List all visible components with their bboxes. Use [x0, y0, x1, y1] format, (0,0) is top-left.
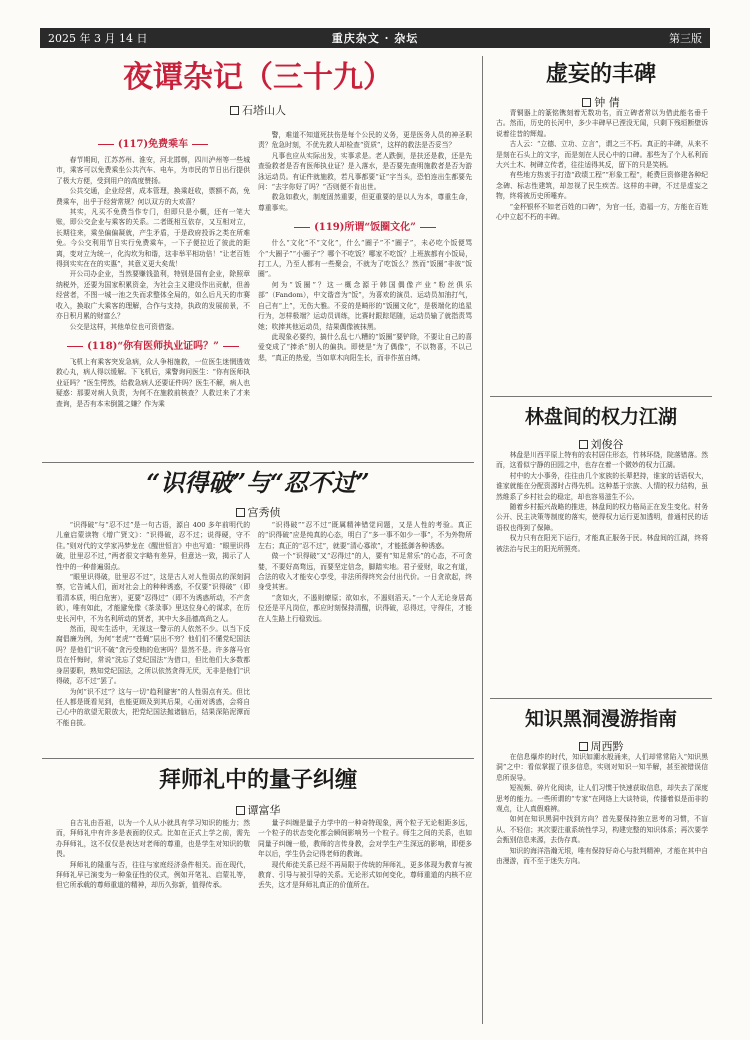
- byline: [42, 102, 474, 118]
- article-linpan: [490, 402, 712, 452]
- author: 钟 倩: [594, 96, 620, 109]
- paragraph: 随着乡村振兴战略的推进，林盘间的权力格局正在发生变化。村务公开、民主决策等制度的落实，使得权力运行更加透明，普通村民的话语权也得到了保障。: [496, 503, 708, 532]
- author: 谭富华: [247, 804, 281, 817]
- paragraph: 自古礼由吾祖，以为一个人从小就具有学习知识的能力；然而，拜师礼中有许多是表面的仪式。比如在正式上学之前，需先办拜师礼，这不仅仅是表达对老师的尊重，也是学生对知识的敬畏。: [56, 819, 250, 859]
- article-title: 虚妄的丰碑: [545, 61, 656, 87]
- article-title: 林盘间的权力江湖: [524, 406, 677, 428]
- author: 周西黔: [590, 740, 624, 753]
- article-yetan: [42, 58, 474, 118]
- divider: [490, 698, 712, 699]
- paragraph: 如何在知识黑洞中找到方向？首先要保持独立思考的习惯，不盲从、不轻信；其次要注重系统性学习，构建完整的知识体系；再次要学会甄别信息来源，去伪存真。: [496, 815, 708, 845]
- paragraph: 何为“饭圈”？这一概念源于韩国偶像产业“粉丝俱乐部”（Fandom），中文谐音为“饭”，为喜欢的演员、运动员加油打气，自己有“上”，无伤大雅。不妥的是畸形的“饭圈文化”，是极端化的追星行为，怎样极端？运动员训练，比赛时跟踪尾随，运动员输了就指责骂她；吹捧其他运动员，结果偶像被抹黑。: [258, 280, 472, 331]
- paragraph: 林盘是川西平原上特有的农村居住形态，竹林环绕，院落错落。然而，这看似宁静的田园之中，也存在着一个微妙的权力江湖。: [496, 451, 708, 470]
- article-title: “识得破”与“忍不过”: [146, 468, 370, 497]
- paragraph: 有些地方热衷于打造“政绩工程”“形象工程”，耗费巨资修建各种纪念碑、标志性建筑，却忽视了民生疾苦。这样的丰碑，不过是虚妄之物，终将被历史所唾弃。: [496, 171, 708, 201]
- paragraph: “眼里识得破，肚里忍不过”，这是古人对人性弱点的深刻洞察，它告诫人们，面对社会上的种种诱惑，不仅要“识得破”（即看清本质，明白危害），更要“忍得过”（即不为诱惑所动，不产贪欲），唯有如此，才能避免像《茶录事》里这位身心的谋求，在历史长河中，不为名利所动的贤者，其中大多品德高尚之人。: [56, 573, 250, 623]
- paragraph: 开公司办企业，当然要赚钱盈利，特别是国有企业，除照章纳税外，还要为国家积累资金，为社会主义建设作出贡献，但善经营者，不图一城一池之失而求整体全局的，如么后凡天的市赛收入，换取广大乘客的理解，合作与支持，执政的发展前景，不亦日积月累的财富么？: [56, 270, 250, 321]
- divider: [42, 462, 474, 463]
- paragraph: 飞机上有乘客突发急病，众人争相施救，一位医生迷惘透效救心丸，病人得以缓解。下飞机后，乘警询问医生：“你有医师执业证吗？”医生愕然，给救急病人还要证件吗？医生不解，病人也疑惑：那要对病人负责，为何不在施救前核查？人救过来了才来查询，是否有本末倒置之嫌？作为乘: [56, 357, 250, 408]
- paragraph: 量子纠缠是量子力学中的一种奇特现象，两个粒子无论相距多远，一个粒子的状态变化都会瞬间影响另一个粒子。师生之间的关系，也如同量子纠缠一般，教师的言传身教，会对学生产生深远的影响，即便多年以后，学生仍会记得老师的教诲。: [258, 819, 472, 859]
- subheading: (119)所谓“饭圈文化”: [258, 218, 472, 233]
- paragraph: 古人云：“立德、立功、立言”，谓之三不朽。真正的丰碑，从来不是刻在石头上的文字，而是刻在人民心中的口碑。那些为了个人私利而大兴土木、树碑立传者，往往适得其反，留下的只是笑柄。: [496, 140, 708, 170]
- paragraph: 救急如救火，制度固然重要，但更重要的是以人为本，尊重生命，尊重事实。: [258, 193, 472, 212]
- article-zhishi: [490, 704, 712, 754]
- author: 石塔山人: [242, 104, 286, 117]
- paragraph: “金杯银杯不如老百姓的口碑”，为官一任，造福一方，方能在百姓心中立起不朽的丰碑。: [496, 202, 708, 222]
- paragraph: 凡事也应从实际出发，实事求是。老人跌倒，是扶还是救，还是先查验救者是否有医师执业证？是入落水，是否要先查明施救者是否为游泳运动员。有证件就施救，若凡事都要“证”字当头，恐怕连出生都要先问：“去字你好了吗？”否则便不肯出世。: [258, 151, 472, 192]
- paragraph: 公共交通，企业经营，成本管理，换乘赶收，票额不高，免费乘车，出乎于经营常规？何以双方的大欢喜？: [56, 187, 250, 206]
- article-xuwang-body: [496, 108, 708, 388]
- paragraph: 村中的大小事务，往往由几个家族的长辈把持，谁家的话语权大，谁家就能在分配资源时占得先机。这种基于宗族、人情的权力结构，虽然维系了乡村社会的稳定，却也容易滋生不公。: [496, 471, 708, 501]
- article-shidepo-col1: [56, 520, 250, 750]
- paragraph: 什么“文化”不“文化”，什么“圈子”不“圈子”，未必吃个饭便骂个“大圈子”“小圈子”？哪个不吃饭？哪家不吃饭？上班族都有小饭局，打工人，乃至人都有一些聚会，不就为了吃饭么？然而“饭圈”非彼“饭圈”。: [258, 239, 472, 279]
- article-linpan-body: [496, 450, 708, 690]
- paragraph: 做一个“识得破”又“忍得过”的人，要有“知足常乐”的心态，不可贪婪，不要好高骛远，而要坚定信念，脚踏实地。君子爱财，取之有道，合法的收入才能安心享受，非法所得终究会付出代价。一日贪欲起，终身受其害。: [258, 552, 472, 592]
- subheading: (118)“你有医师执业证吗？”: [56, 337, 250, 352]
- page-number: 第三版: [669, 32, 702, 45]
- paragraph: 拜师礼的隆重与否，往往与家庭经济条件相关。而在现代，拜师礼早已演变为一种象征性的仪式，例如开笔礼、启蒙礼等，但它所承载的尊师重道的精神，却历久弥新，值得传承。: [56, 860, 250, 890]
- byline: [42, 802, 474, 818]
- article-yetan-col2: [258, 130, 472, 455]
- paragraph: 短视频、碎片化阅读，让人们习惯于快速获取信息，却失去了深度思考的能力。一些所谓的“专家”在网络上大谈特谈，传播着似是而非的观点，让人真假难辨。: [496, 784, 708, 814]
- article-zhishi-body: [496, 752, 708, 1024]
- article-title: 知识黑洞漫游指南: [524, 708, 677, 730]
- paragraph: 然而，现实生活中，无视这一警示的人依然不少。以当下反腐倡廉为例，为何“老虎”“苍蝇”层出不穷？他们们不懂党纪国法吗？是他们“识不破”贪污受贿的危害吗？显然不是。许多落马官员在忏悔时，常说“洗忘了党纪国法”为借口，但比他们大多数都身居要职，熟知党纪国法，之所以依然贪得无厌，无非是他们“识得破，忍不过”罢了。: [56, 625, 250, 686]
- paragraph: “识得破”“忍不过”既属精神错觉问题，又是人性的考验。真正的“识得破”应是纯真的心态，明白了“多一事不如少一事”，不为外物所左右；真正的“忍不过”，就要“清心寡欲”，才能抵御各种诱惑。: [258, 521, 472, 550]
- divider: [490, 396, 712, 397]
- paragraph: 青铜器上的篆铭镌刻着无数功名，而立碑者常以为借此能名垂千古。然而，历史的长河中，多少丰碑早已湮没无闻，只剩下残垣断壁诉说着往昔的辉煌。: [496, 109, 708, 138]
- divider: [42, 758, 474, 759]
- paragraph: 权力只有在阳光下运行，才能真正服务于民。林盘间的江湖，终将被法治与民主的阳光所照亮。: [496, 534, 708, 553]
- article-shidepo-col2: [258, 520, 472, 750]
- subheading: (117)免费乘车: [56, 135, 250, 150]
- paragraph: “识得破”与“忍不过”是一句古语，源自 400 多年前明代的儿童启蒙读物《增广贤文》：“识得破，忍不过；说得硬，守不住。”则对代的文学家冯梦龙在《醒世恒言》中也写道：“眼里识得破，肚里忍不过，”两者很文字略有差异，但意达一致，揭示了人性中的一种普遍弱点。: [56, 521, 250, 571]
- column-divider: [482, 56, 483, 1024]
- author: 刘俊谷: [590, 438, 624, 451]
- article-baishili-col2: [258, 818, 472, 1023]
- paragraph: 警，难道不知道死扶伤是每个公民的义务，更是医务人员的神圣职责？危急时刻，不优先救人却检查“资质”，这样的救法是否妥当？: [258, 131, 472, 150]
- paragraph: 春节期间，江苏苏州、淮安，河北邯郸，四川泸州等一些城市，乘客可以免费乘坐公共汽车、电车，为市民的节日出行提供了极大方便，受到用户的高度赞扬。: [56, 156, 250, 185]
- author: 宫秀侦: [247, 506, 281, 519]
- article-baishili-col1: [56, 818, 250, 1023]
- paragraph: 其实，凡买不免费当作专门，但即只是小概，还有一笔大账，即公交企业与乘客的关系。二者既相互依存，又互相对立，长期往来，乘坐偏偏凝就，产生矛盾，于是政府投诉之类在所难免。今公交利用节日实行免费乘车，一下子便拉近了彼此的距离，变对立为统一，化沟坎为和谐，这非举平相功倍！“让老百姓得到实实在在的实惠”，其意义更大矣哉！: [56, 208, 250, 269]
- paragraph: 知识的海洋浩瀚无垠，唯有保持好奇心与批判精神，才能在其中自由漫游，而不至于迷失方向。: [496, 846, 708, 866]
- issue-date: 2025 年 3 月 14 日: [48, 32, 148, 45]
- article-shidepo: [42, 466, 474, 520]
- article-title: 夜谭杂记（三十九）: [123, 60, 393, 95]
- page-header: [40, 28, 710, 48]
- paragraph: 在信息爆炸的时代，知识如潮水般涌来，人们却常常陷入“知识黑洞”之中：看似掌握了很多信息，实则对知识一知半解，甚至被错误信息所误导。: [496, 753, 708, 782]
- article-baishili: [42, 762, 474, 818]
- paragraph: 为何“识不过”？这与一切“趋利避害”的人性弱点有关。但比任人都是既看见到，也能更顾及到其后果，心面对诱惑，会将自己心中的欲望无限放大，把党纪国法抛诸脑后，结果深陷泥潭而不能自拔。: [56, 687, 250, 727]
- paragraph: 此现象必要约，搞什么乱七八糟的“饭圈”要铲除，不要让自己的喜爱变成了“捧杀”别人的偏执。即使是“为了偶像”，不以物喜，不以己悲，“真正的热爱，当如草木向阳生长，而非作茧自缚。: [258, 332, 472, 362]
- article-yetan-col1: [56, 130, 250, 455]
- paragraph: 现代师徒关系已经不再局限于传统的拜师礼，更多体现为教育与被教育、引导与被引导的关系。无论形式如何变化，尊师重道的内核不应丢失，这才是拜师礼真正的价值所在。: [258, 860, 472, 890]
- article-xuwang: [490, 58, 712, 110]
- article-title: 拜师礼中的量子纠缠: [158, 767, 357, 793]
- paragraph: 公交是这样，其他单位也可资借鉴。: [69, 322, 179, 331]
- byline: [42, 504, 474, 520]
- masthead: 重庆杂文 · 杂坛: [331, 32, 419, 45]
- paragraph: “贪如火，不遏则燎原；欲如水，不遏则滔天。”一个人无论身居高位还是平凡岗位，都应时刻保持清醒，识得破，忍得过，守得住，才能在人生路上行稳致远。: [258, 593, 472, 623]
